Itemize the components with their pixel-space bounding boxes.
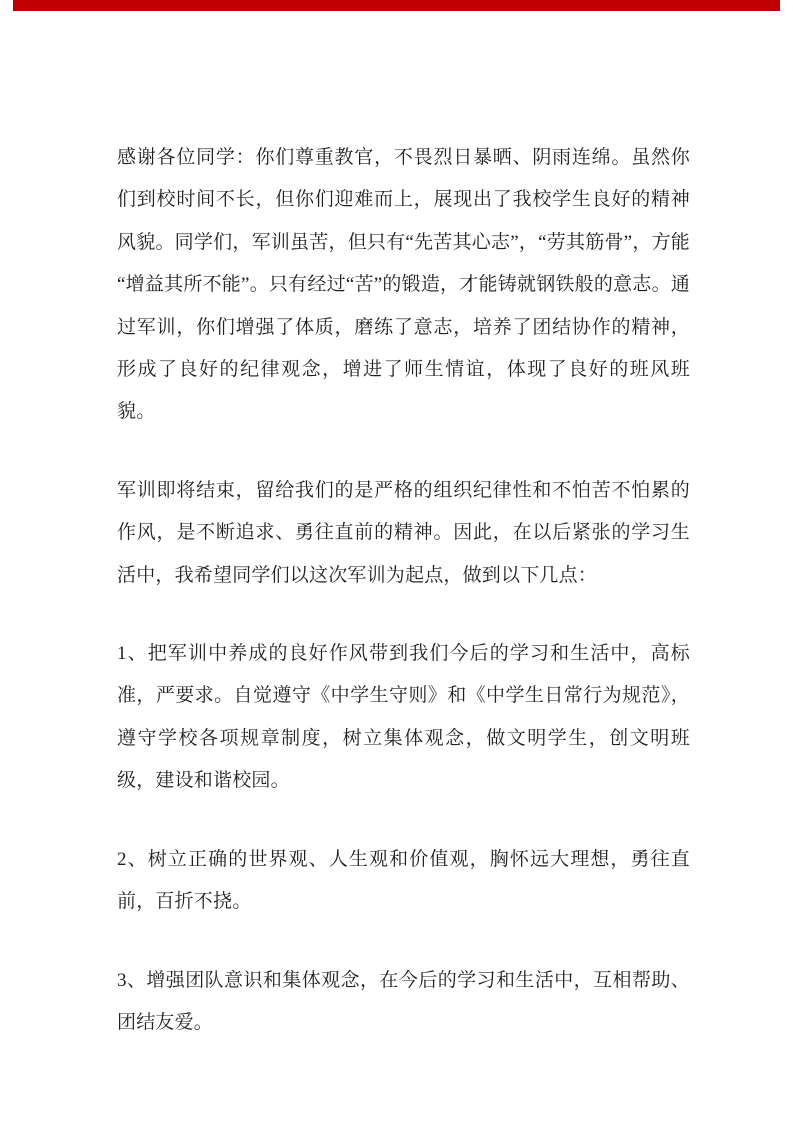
top-red-bar xyxy=(13,0,780,11)
paragraph-point-1: 1、把军训中养成的良好作风带到我们今后的学习和生活中，高标准，严要求。自觉遵守《中学生守则》和《中学生日常行为规范》，遵守学校各项规章制度，树立集体观念，做文明学生，创文明班级，建设和谐校园。 xyxy=(117,643,690,792)
paragraph-summary: 军训即将结束，留给我们的是严格的组织纪律性和不怕苦不怕累的作风，是不断追求、勇往直前的精神。因此，在以后紧张的学习生活中，我希望同学们以这次军训为起点，做到以下几点： xyxy=(117,479,690,586)
paragraph-point-3: 3、增强团队意识和集体观念，在今后的学习和生活中，互相帮助、团结友爱。 xyxy=(117,969,690,1033)
paragraph-point-2: 2、树立正确的世界观、人生观和价值观，胸怀远大理想，勇往直前，百折不挠。 xyxy=(117,848,690,913)
paragraph-intro: 感谢各位同学：你们尊重教官，不畏烈日暴晒、阴雨连绵。虽然你们到校时间不长，但你们迎难而上，展现出了我校学生良好的精神风貌。同学们，军训虽苦，但只有“先苦其心志”，“劳其筋骨”，方能“增益其所不能”。只有经过“苦”的锻造，才能铸就钢铁般的意志。通过军训，你们增强了体质，磨练了意志，培养了团结协作的精神，形成了良好的纪律观念，增进了师生情谊，体现了良好的班风班貌。 xyxy=(117,147,690,423)
document-body xyxy=(117,137,690,1080)
